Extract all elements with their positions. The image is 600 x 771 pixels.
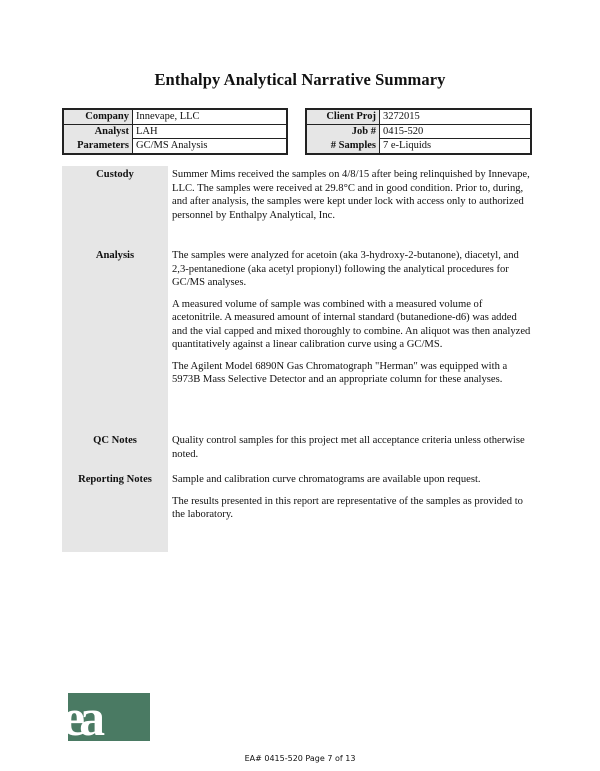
paragraph: Quality control samples for this project met all acceptance criteria unless otherwise noted. [172, 435, 525, 460]
enthalpy-logo [62, 693, 150, 741]
client-proj-value: 3272015 [380, 109, 532, 124]
header-row-samples [306, 139, 531, 154]
samples-label: # Samples [306, 139, 380, 154]
header-table-left [62, 108, 288, 155]
paragraph: The samples were analyzed for acetoin (aka 3-hydroxy-2-butanone), diacetyl, and 2,3-pentanedione (aka acetyl propionyl) following the analytical procedures for GC/MS analyses. [172, 250, 519, 288]
company-label: Company [63, 109, 133, 124]
page-footer: EA# 0415-520 Page 7 of 13 [244, 754, 356, 763]
section-text-reporting-notes [172, 473, 532, 530]
paragraph: A measured volume of sample was combined with a measured volume of acetonitrile. A measured amount of internal standard (butanedione-d6) was added and the vial capped and mixed thoroughly to combine. An aliquot was then analyzed quantitatively against a linear calibration curve using a GC/MS. [172, 298, 531, 350]
page-title: Enthalpy Analytical Narrative Summary [154, 70, 446, 89]
header-table-right [305, 108, 532, 155]
analyst-label: Analyst [63, 124, 133, 139]
paragraph: Summer Mims received the samples on 4/8/15 after being relinquished by Innevape, LLC. The samples were received at 29.8°C and in good condition. Prior to, during, and after analysis, the samples were kept under lock with access only to authorized personnel by Enthalpy Analytical, Inc. [172, 169, 530, 221]
header-row-analyst [63, 124, 287, 139]
job-value: 0415-520 [380, 124, 532, 139]
paragraph: The Agilent Model 6890N Gas Chromatograph "Herman" was equipped with a 5973B Mass Selective Detector and an appropriate column for these analyses. [172, 360, 508, 385]
header-row-client-proj [306, 109, 531, 124]
header-row-company [63, 109, 287, 124]
header-row-parameters [63, 139, 287, 154]
parameters-label: Parameters [63, 139, 133, 154]
section-label-analysis: Analysis [95, 250, 135, 261]
job-label: Job # [306, 124, 380, 139]
paragraph: The results presented in this report are representative of the samples as provided to the laboratory. [172, 495, 523, 520]
parameters-value: GC/MS Analysis [136, 140, 208, 152]
section-text-qc-notes [172, 434, 532, 469]
paragraph: Sample and calibration curve chromatograms are available upon request. [172, 474, 481, 485]
analyst-value: LAH [133, 124, 288, 139]
logo-letters: ea [62, 693, 100, 741]
samples-value: 7 e-Liquids [383, 140, 432, 152]
section-label-reporting-notes: Reporting Notes [78, 474, 152, 485]
client-proj-label: Client Proj [306, 109, 380, 124]
section-label-column [62, 166, 168, 552]
section-label-qc-notes: QC Notes [93, 435, 137, 446]
section-label-custody: Custody [96, 169, 134, 180]
section-text-analysis [172, 249, 532, 395]
header-row-job [306, 124, 531, 139]
section-text-custody [172, 168, 532, 230]
company-value: Innevape, LLC [133, 109, 288, 124]
